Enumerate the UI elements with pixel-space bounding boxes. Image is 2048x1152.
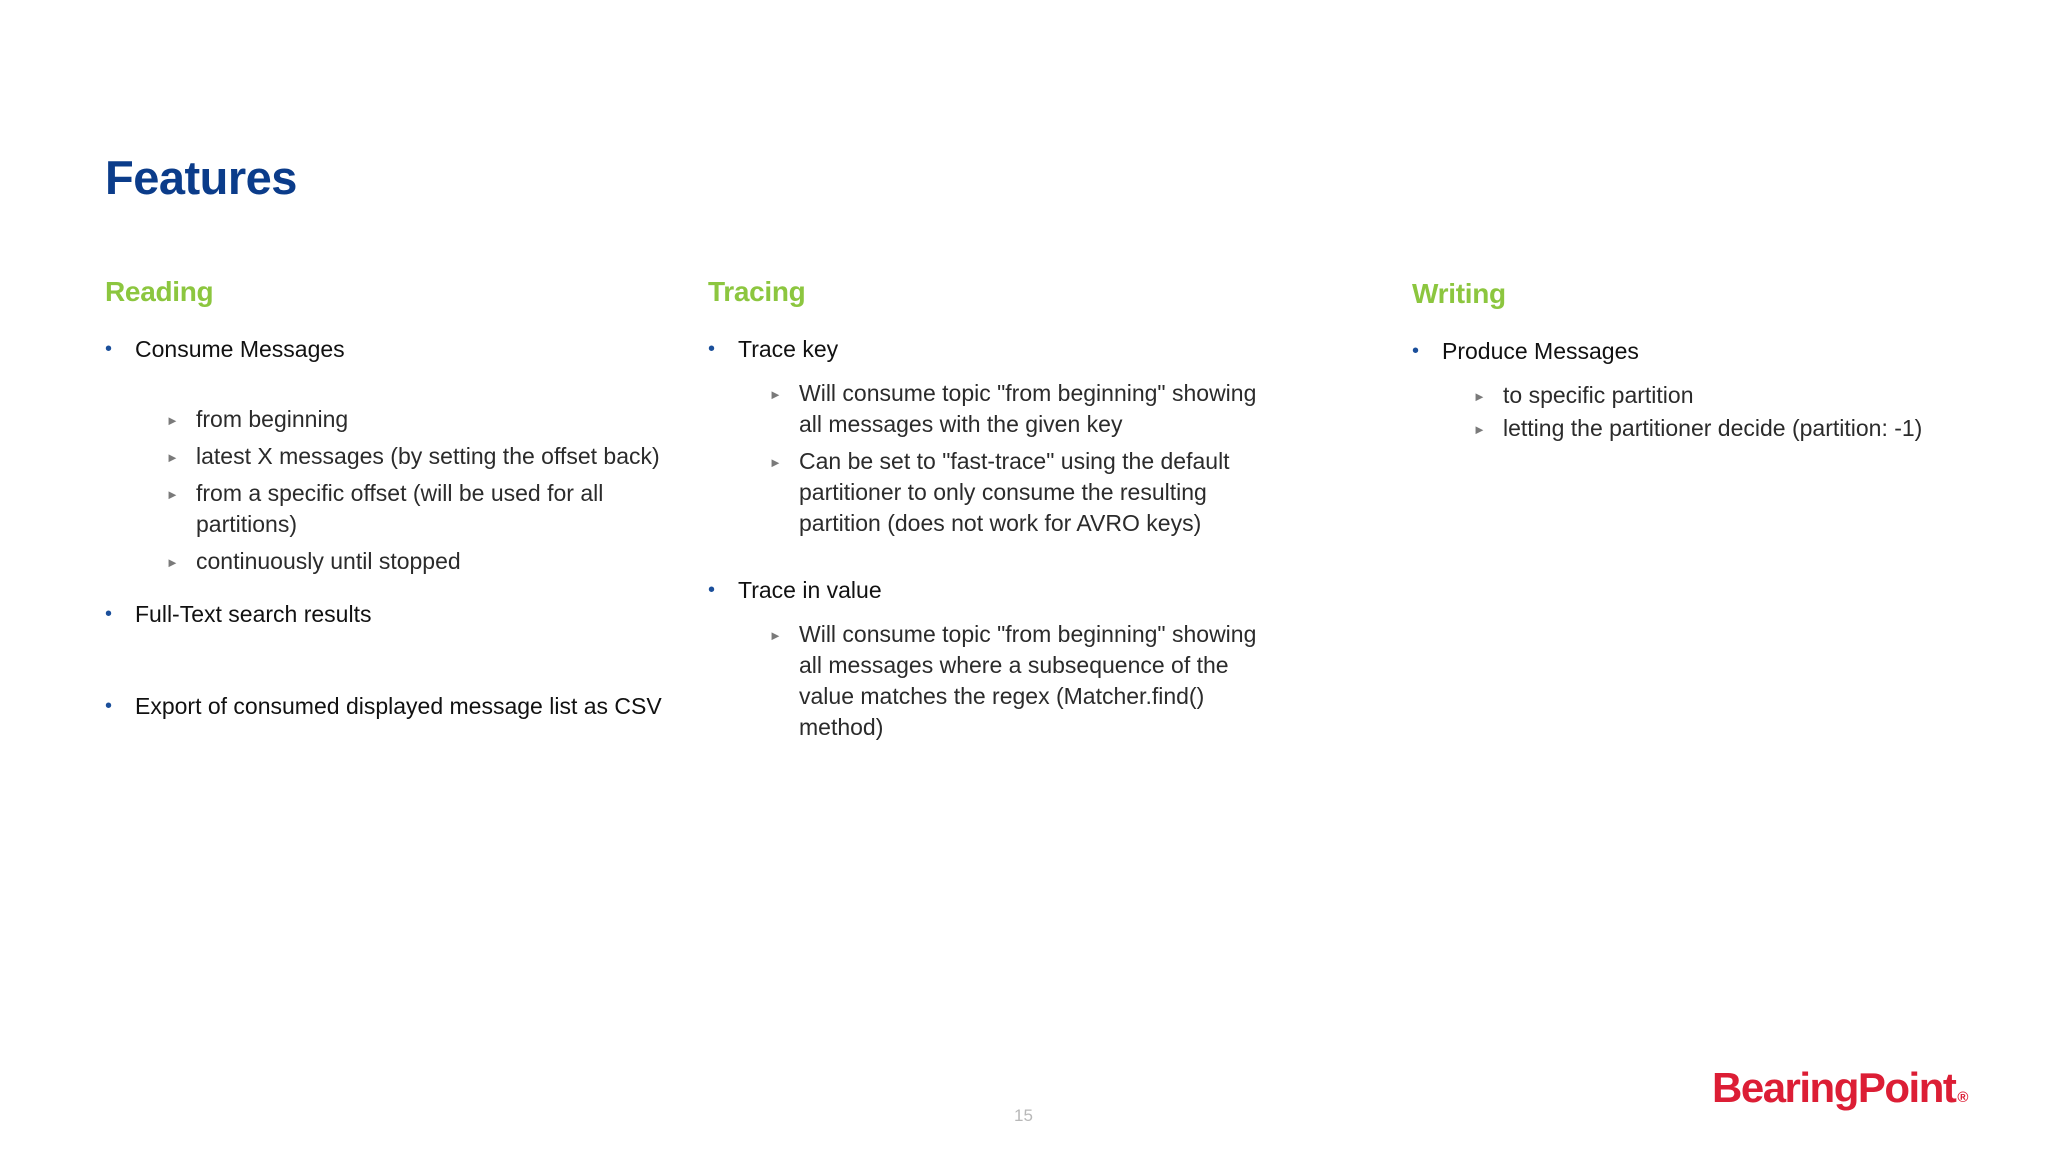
column-heading-tracing: Tracing: [708, 276, 806, 307]
bullet-dot-icon: •: [105, 338, 113, 360]
registered-mark-icon: ®: [1957, 1089, 1969, 1106]
sub-item: [135, 546, 685, 577]
sub-list: [1442, 380, 2012, 444]
bullet-dot-icon: •: [708, 338, 716, 360]
bullet-list-tracing: [708, 334, 1288, 743]
sub-text: from beginning: [196, 406, 349, 432]
sub-item: [1442, 380, 2012, 411]
bullet-dot-icon: •: [105, 695, 113, 717]
bullet-text: Produce Messages: [1442, 338, 1639, 364]
bullet-item: [105, 334, 685, 577]
sub-item: [738, 378, 1268, 440]
sub-text: continuously until stopped: [196, 548, 461, 574]
bullet-list-reading: [105, 334, 685, 721]
arrow-right-icon: ►: [1473, 389, 1486, 404]
bullet-dot-icon: •: [708, 579, 716, 601]
sub-list: [135, 404, 685, 577]
sub-item: [135, 404, 685, 435]
bullet-item: [708, 575, 1288, 743]
sub-item: [135, 478, 685, 540]
sub-text: Will consume topic "from beginning" showing all messages where a subsequence of the value matches the regex (Matcher.find() method): [799, 621, 1257, 740]
arrow-right-icon: ►: [769, 387, 782, 402]
column-writing: [1412, 278, 2012, 450]
sub-text: Can be set to "fast-trace" using the default partitioner to only consume the resulting partition (does not work for AVRO keys): [799, 448, 1230, 536]
bullet-text: Consume Messages: [135, 336, 345, 362]
arrow-right-icon: ►: [1473, 422, 1486, 437]
column-heading-reading: Reading: [105, 276, 214, 307]
arrow-right-icon: ►: [166, 450, 179, 465]
sub-text: Will consume topic "from beginning" showing all messages with the given key: [799, 380, 1257, 437]
bullet-item: [105, 599, 685, 629]
page-number: 15: [1014, 1106, 1033, 1125]
bullet-text: Trace key: [738, 336, 839, 362]
arrow-right-icon: ►: [769, 455, 782, 470]
sub-item: [738, 619, 1268, 743]
bullet-item: [105, 691, 685, 721]
column-tracing: [708, 276, 1288, 749]
bullet-dot-icon: •: [1412, 340, 1420, 362]
sub-list: [738, 619, 1268, 743]
slide-title: Features: [105, 151, 297, 204]
bullet-text: Export of consumed displayed message list as CSV: [135, 693, 662, 719]
bullet-item: [1412, 336, 2012, 444]
sub-item: [738, 446, 1268, 539]
bullet-text: Full-Text search results: [135, 601, 372, 627]
column-heading-writing: Writing: [1412, 278, 1506, 309]
logo-text: BearingPoint: [1712, 1064, 1956, 1111]
arrow-right-icon: ►: [769, 628, 782, 643]
sub-text: from a specific offset (will be used for all partitions): [196, 480, 604, 537]
arrow-right-icon: ►: [166, 413, 179, 428]
bullet-list-writing: [1412, 336, 2012, 444]
bearingpoint-logo: [1712, 1064, 1968, 1112]
arrow-right-icon: ►: [166, 487, 179, 502]
sub-text: letting the partitioner decide (partition: -1): [1503, 415, 1923, 441]
bullet-item: [708, 334, 1288, 539]
sub-list: [738, 378, 1268, 539]
sub-item: [135, 441, 685, 472]
sub-text: to specific partition: [1503, 382, 1694, 408]
sub-item: [1442, 413, 2012, 444]
bullet-dot-icon: •: [105, 603, 113, 625]
sub-text: latest X messages (by setting the offset back): [196, 443, 660, 469]
column-reading: [105, 276, 685, 721]
arrow-right-icon: ►: [166, 555, 179, 570]
bullet-text: Trace in value: [738, 577, 882, 603]
